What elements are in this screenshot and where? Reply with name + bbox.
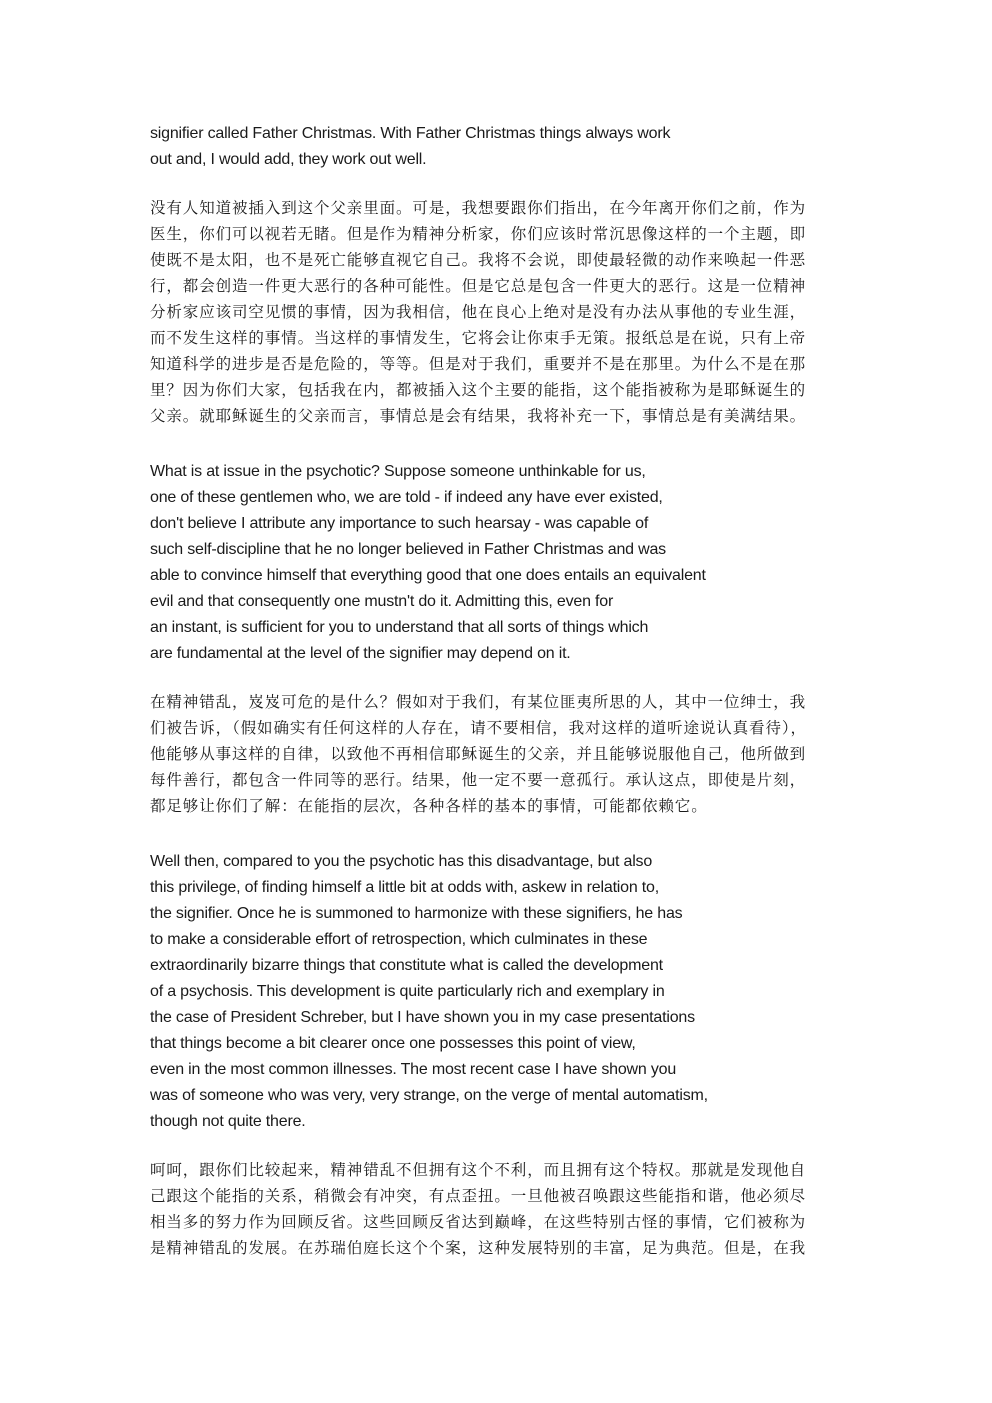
text-line: 父亲。就耶稣诞生的父亲而言，事情总是会有结果，我将补充一下，事情总是有美满结果。 [150, 407, 807, 425]
text-line: 己跟这个能指的关系，稍微会有冲突，有点歪扭。一旦他被召唤跟这些能指和谐，他必须尽 [150, 1187, 807, 1205]
text-line: the signifier. Once he is summoned to harmonize with these signifiers, he has [150, 905, 683, 922]
text-line: 知道科学的进步是否是危险的，等等。但是对于我们，重要并不是在那里。为什么不是在那 [150, 355, 807, 373]
text-line: 医生，你们可以视若无睹。但是作为精神分析家，你们应该时常沉思像这样的一个主题，即 [150, 225, 807, 243]
text-line: signifier called Father Christmas. With Father Christmas things always work [150, 125, 671, 142]
text-line: to make a considerable effort of retrospection, which culminates in these [150, 931, 648, 948]
text-line: What is at issue in the psychotic? Suppose someone unthinkable for us, [150, 463, 646, 480]
text-line: are fundamental at the level of the signifier may depend on it. [150, 645, 571, 662]
text-line: 而不发生这样的事情。当这样的事情发生，它将会让你束手无策。报纸总是在说，只有上帝 [150, 329, 807, 347]
text-line: was of someone who was very, very strange, on the verge of mental automatism, [150, 1087, 708, 1104]
text-line: 里？因为你们大家，包括我在内，都被插入这个主要的能指，这个能指被称为是耶稣诞生的 [150, 381, 807, 399]
text-line: of a psychosis. This development is quite particularly rich and exemplary in [150, 983, 665, 1000]
text-line: 使既不是太阳，也不是死亡能够直视它自己。我将不会说，即使最轻微的动作来唤起一件恶 [150, 251, 807, 269]
text-line: 在精神错乱，岌岌可危的是什么？假如对于我们，有某位匪夷所思的人，其中一位绅士，我 [150, 693, 807, 711]
text-line: the case of President Schreber, but I have shown you in my case presentations [150, 1009, 695, 1026]
text-line: don't believe I attribute any importance to such hearsay - was capable of [150, 515, 649, 532]
text-line: this privilege, of finding himself a little bit at odds with, askew in relation to, [150, 879, 659, 896]
text-line: 每件善行，都包含一件同等的恶行。结果，他一定不要一意孤行。承认这点，即使是片刻， [150, 771, 807, 789]
text-line: Well then, compared to you the psychotic has this disadvantage, but also [150, 853, 653, 870]
text-line: that things become a bit clearer once one possesses this point of view, [150, 1035, 636, 1052]
text-line: 他能够从事这样的自律，以致他不再相信耶稣诞生的父亲，并且能够说服他自己，他所做到 [150, 745, 807, 763]
paragraph-zh-1 [150, 195, 850, 429]
text-line: 呵呵，跟你们比较起来，精神错乱不但拥有这个不利，而且拥有这个特权。那就是发现他自 [150, 1161, 807, 1179]
text-line: out and, I would add, they work out well. [150, 151, 427, 168]
text-line: though not quite there. [150, 1113, 306, 1130]
text-line: 相当多的努力作为回顾反省。这些回顾反省达到巅峰，在这些特别古怪的事情，它们被称为 [150, 1213, 807, 1231]
text-line: an instant, is sufficient for you to understand that all sorts of things which [150, 619, 649, 636]
paragraph-en-2 [150, 459, 850, 667]
text-line: 没有人知道被插入到这个父亲里面。可是，我想要跟你们指出，在今年离开你们之前，作为 [150, 199, 807, 217]
text-line: even in the most common illnesses. The most recent case I have shown you [150, 1061, 677, 1078]
text-line: 是精神错乱的发展。在苏瑞伯庭长这个个案，这种发展特别的丰富，足为典范。但是，在我 [150, 1239, 807, 1257]
text-line: able to convince himself that everything good that one does entails an equivalent [150, 567, 706, 584]
paragraph-en-1 [150, 121, 850, 173]
text-line: evil and that consequently one mustn't do it. Admitting this, even for [150, 593, 614, 610]
text-line: such self-discipline that he no longer believed in Father Christmas and was [150, 541, 666, 558]
paragraph-en-3 [150, 849, 850, 1135]
text-line: 都足够让你们了解：在能指的层次，各种各样的基本的事情，可能都依赖它。 [150, 797, 708, 815]
paragraph-zh-2 [150, 689, 850, 819]
text-line: 们被告诉，（假如确实有任何这样的人存在，请不要相信，我对这样的道听途说认真看待）， [150, 719, 807, 737]
text-line: 分析家应该司空见惯的事情，因为我相信，他在良心上绝对是没有办法从事他的专业生涯， [150, 303, 807, 321]
text-line: extraordinarily bizarre things that constitute what is called the development [150, 957, 663, 974]
paragraph-zh-3 [150, 1157, 850, 1261]
text-line: 行，都会创造一件更大恶行的各种可能性。但是它总是包含一件更大的恶行。这是一位精神 [150, 277, 807, 295]
text-line: one of these gentlemen who, we are told - if indeed any have ever existed, [150, 489, 663, 506]
